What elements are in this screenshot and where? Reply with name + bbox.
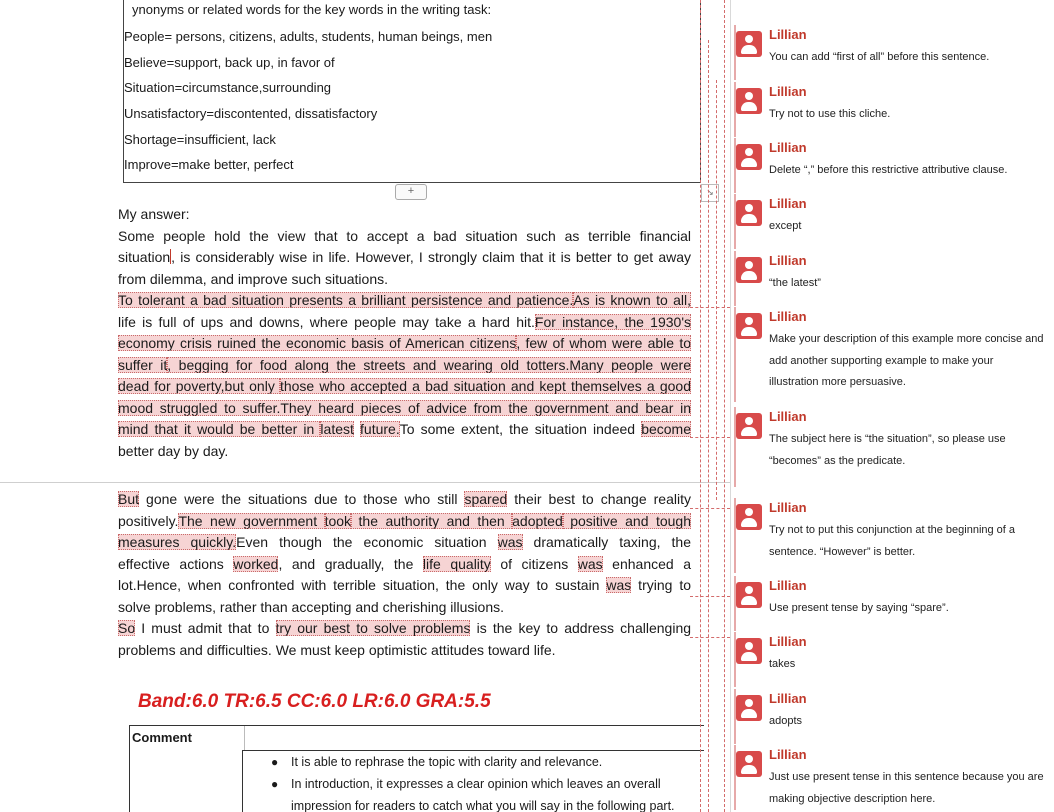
commented-text[interactable]: suffer it — [118, 356, 168, 373]
text-span: positively. — [118, 512, 179, 529]
commented-text[interactable]: took — [324, 512, 352, 529]
comment-text: Make your description of this example more concise and add another supporting example to make your illustration more persuasive. — [769, 333, 1044, 388]
user-avatar-icon — [736, 313, 762, 339]
text-line: from dilemma, and improve such situations. — [118, 270, 388, 287]
comment-text: You can add “first of all” before this sentence. — [769, 51, 990, 63]
text-line: problems and difficulties. We must keep optimistic attitudes toward life. — [118, 641, 556, 658]
commented-text[interactable]: As is known to all, — [573, 292, 691, 308]
bullet-icon: ● — [271, 755, 279, 769]
comment-connector — [700, 0, 701, 812]
text-line — [118, 247, 691, 269]
comment-connector — [690, 307, 730, 308]
comment-text: takes — [769, 658, 796, 670]
user-avatar-icon — [736, 88, 762, 114]
commented-text[interactable]: try our best to solve problems — [275, 620, 471, 636]
commented-text[interactable]: was — [606, 577, 632, 593]
synonym-line: Believe=support, back up, in favor of — [124, 55, 335, 70]
bullet-text: In introduction, it expresses a clear opinion which leaves an overall — [291, 777, 661, 791]
commented-text[interactable]: , few of whom were able to — [516, 335, 691, 351]
commented-text[interactable]: mind that it would be better in — [118, 421, 321, 437]
commented-text[interactable]: measures quickly. — [118, 534, 237, 550]
commented-text[interactable]: become — [641, 421, 691, 437]
text-line — [118, 312, 691, 334]
comment-text: Delete “,” before this restrictive attributive clause. — [769, 164, 1008, 176]
user-avatar-icon — [736, 582, 762, 608]
add-row-button[interactable]: + — [395, 184, 427, 200]
text-line — [118, 376, 691, 398]
synonym-line: People= persons, citizens, adults, students, human beings, men — [124, 29, 493, 44]
text-span: enhanced a — [602, 555, 691, 572]
answer-paragraph-2[interactable] — [118, 290, 691, 462]
comment-text: Just use present tense in this sentence because you are making objective description here. — [769, 771, 1044, 805]
text-span: life is full of ups and downs, where people may take a hard hit. — [118, 313, 535, 330]
text-line: better day by day. — [118, 442, 229, 459]
commented-text[interactable]: those who accepted a bad situation and kept themselves a good — [279, 378, 691, 394]
comment-author: Lillian — [769, 140, 807, 155]
bullet-text: impression for readers to catch what you will say in the following part. — [291, 799, 675, 812]
synonym-line: Shortage=insufficient, lack — [124, 132, 276, 147]
page-break — [0, 482, 730, 483]
commented-text[interactable]: worked — [233, 555, 279, 572]
answer-paragraph-3[interactable] — [118, 489, 691, 618]
user-avatar-icon — [736, 200, 762, 226]
comment-card[interactable] — [736, 253, 1052, 303]
commented-text[interactable]: For instance, the 1930's — [534, 313, 692, 330]
commented-text[interactable]: future. — [360, 421, 400, 437]
text-line — [118, 398, 691, 420]
user-avatar-icon — [736, 413, 762, 439]
text-line — [118, 489, 691, 511]
text-line — [118, 618, 691, 640]
comment-connector — [690, 508, 730, 509]
comment-connector — [690, 596, 730, 597]
comment-card[interactable] — [736, 27, 1052, 77]
comment-text: “the latest” — [769, 277, 821, 289]
comment-card[interactable] — [736, 691, 1052, 741]
comment-author: Lillian — [769, 84, 807, 99]
comment-text: except — [769, 220, 802, 232]
text-line — [118, 532, 691, 554]
comment-author: Lillian — [769, 309, 807, 324]
comment-card[interactable] — [736, 634, 1052, 684]
commented-text[interactable]: , begging for food along the streets and wearing old totters.Many people were — [167, 356, 691, 373]
comment-card[interactable] — [736, 747, 1052, 812]
comment-card[interactable] — [736, 84, 1052, 134]
text-span: gone were the situations due to those who still — [139, 491, 465, 507]
synonym-line: Improve=make better, perfect — [124, 157, 294, 172]
text-line — [118, 511, 691, 533]
text-span: of citizens — [490, 555, 578, 572]
comment-connector — [690, 637, 730, 638]
user-avatar-icon — [736, 504, 762, 530]
comment-author: Lillian — [769, 27, 807, 42]
comment-text: The subject here is “the situation”, so please use “becomes” as the predicate. — [769, 433, 1006, 467]
comment-text: Use present tense by saying “spare”. — [769, 602, 949, 614]
text-span: their best to change reality — [507, 491, 691, 507]
user-avatar-icon — [736, 257, 762, 283]
synonym-line: Situation=circumstance,surrounding — [124, 80, 332, 95]
commented-text[interactable]: positive and tough — [562, 512, 692, 529]
answer-heading: My answer: — [118, 206, 190, 222]
comment-author: Lillian — [769, 747, 807, 762]
commented-text[interactable]: was — [497, 534, 523, 550]
text-span: effective actions — [118, 555, 234, 572]
comment-author: Lillian — [769, 196, 807, 211]
text-line — [118, 419, 691, 441]
user-avatar-icon — [736, 638, 762, 664]
comment-card[interactable] — [736, 409, 1052, 479]
text-span: dramatically taxing, the — [522, 534, 692, 550]
text-line — [118, 575, 691, 597]
comment-table-header: Comment — [130, 726, 245, 750]
text-line — [118, 554, 691, 576]
text-span: lot.Hence, when confronted with terrible situation, the only way to sustain — [118, 577, 607, 593]
answer-paragraph-4[interactable] — [118, 618, 691, 661]
text-span: To some extent, the situation indeed — [399, 421, 642, 437]
commented-text[interactable]: spared — [464, 491, 508, 507]
synonyms-intro: ynonyms or related words for the key words in the writing task: — [132, 2, 492, 17]
user-avatar-icon — [736, 695, 762, 721]
comment-card[interactable] — [736, 578, 1052, 628]
user-avatar-icon — [736, 751, 762, 777]
comment-author: Lillian — [769, 691, 807, 706]
text-span: , is considerably wise in life. However, I strongly claim that it is better to get away — [171, 249, 691, 265]
text-span: I must admit that to — [135, 620, 276, 636]
comment-text: Try not to put this conjunction at the beginning of a sentence. “However” is better. — [769, 524, 1016, 558]
commented-text[interactable]: So — [118, 620, 136, 636]
commented-text[interactable]: the authority and then — [351, 512, 513, 529]
commented-text[interactable]: mood struggled to suffer.They heard pieces of advice from the government and bear in — [118, 399, 691, 416]
comment-author: Lillian — [769, 578, 807, 593]
commented-text[interactable]: was — [577, 555, 603, 572]
commented-text[interactable]: life quality — [422, 555, 491, 572]
synonym-line: Unsatisfactory=discontented, dissatisfactory — [124, 106, 378, 121]
synonyms-table[interactable] — [123, 0, 701, 183]
table-divider — [242, 750, 704, 751]
commented-text[interactable]: But — [118, 491, 140, 507]
user-avatar-icon — [736, 31, 762, 57]
text-span: is the key to address challenging — [470, 620, 692, 636]
commented-text[interactable]: latest — [320, 421, 354, 437]
comment-bullet — [271, 777, 661, 791]
comment-bullet — [291, 799, 675, 812]
bullet-icon: ● — [271, 777, 279, 791]
comment-author: Lillian — [769, 253, 807, 268]
comment-card[interactable] — [736, 309, 1052, 399]
bullet-text: It is able to rephrase the topic with clarity and relevance. — [291, 755, 603, 769]
text-line — [118, 333, 691, 355]
comment-text: Try not to use this cliche. — [769, 108, 891, 120]
comment-connector — [708, 40, 709, 812]
band-score: Band:6.0 TR:6.5 CC:6.0 LR:6.0 GRA:5.5 — [138, 691, 491, 712]
text-span: , and gradually, the — [278, 555, 423, 572]
text-span: situation — [118, 249, 171, 265]
text-line — [118, 290, 691, 312]
commented-text[interactable]: adopted — [512, 512, 563, 529]
comment-author: Lillian — [769, 500, 807, 515]
comment-connector — [724, 0, 725, 812]
comment-connector — [690, 437, 730, 438]
comment-author: Lillian — [769, 634, 807, 649]
comment-card[interactable] — [736, 500, 1052, 570]
user-avatar-icon — [736, 144, 762, 170]
table-resize-icon[interactable]: ↘ — [701, 184, 719, 202]
comment-bullet — [271, 755, 603, 769]
text-line — [118, 355, 691, 377]
commented-text[interactable]: To tolerant a bad situation presents a brilliant persistence and patience. — [118, 292, 574, 308]
comment-card[interactable] — [736, 140, 1052, 190]
commented-text[interactable]: economy crisis ruined the economic basis of American citizens — [118, 335, 517, 351]
answer-paragraph-1[interactable] — [118, 204, 691, 290]
commented-text[interactable]: dead for poverty,but only — [118, 378, 280, 394]
comment-card[interactable] — [736, 196, 1052, 246]
text-span: trying to — [631, 577, 691, 593]
table-divider — [242, 750, 243, 812]
text-span: Even though the economic situation — [236, 534, 498, 550]
comments-pane[interactable] — [730, 0, 1054, 812]
comment-text: adopts — [769, 715, 803, 727]
text-line: Some people hold the view that to accept a bad situation such as terrible financial — [118, 227, 691, 244]
commented-text[interactable]: The new government — [178, 512, 325, 529]
comment-author: Lillian — [769, 409, 807, 424]
text-line: solve problems, rather than accepting and cherishing illusions. — [118, 598, 504, 615]
